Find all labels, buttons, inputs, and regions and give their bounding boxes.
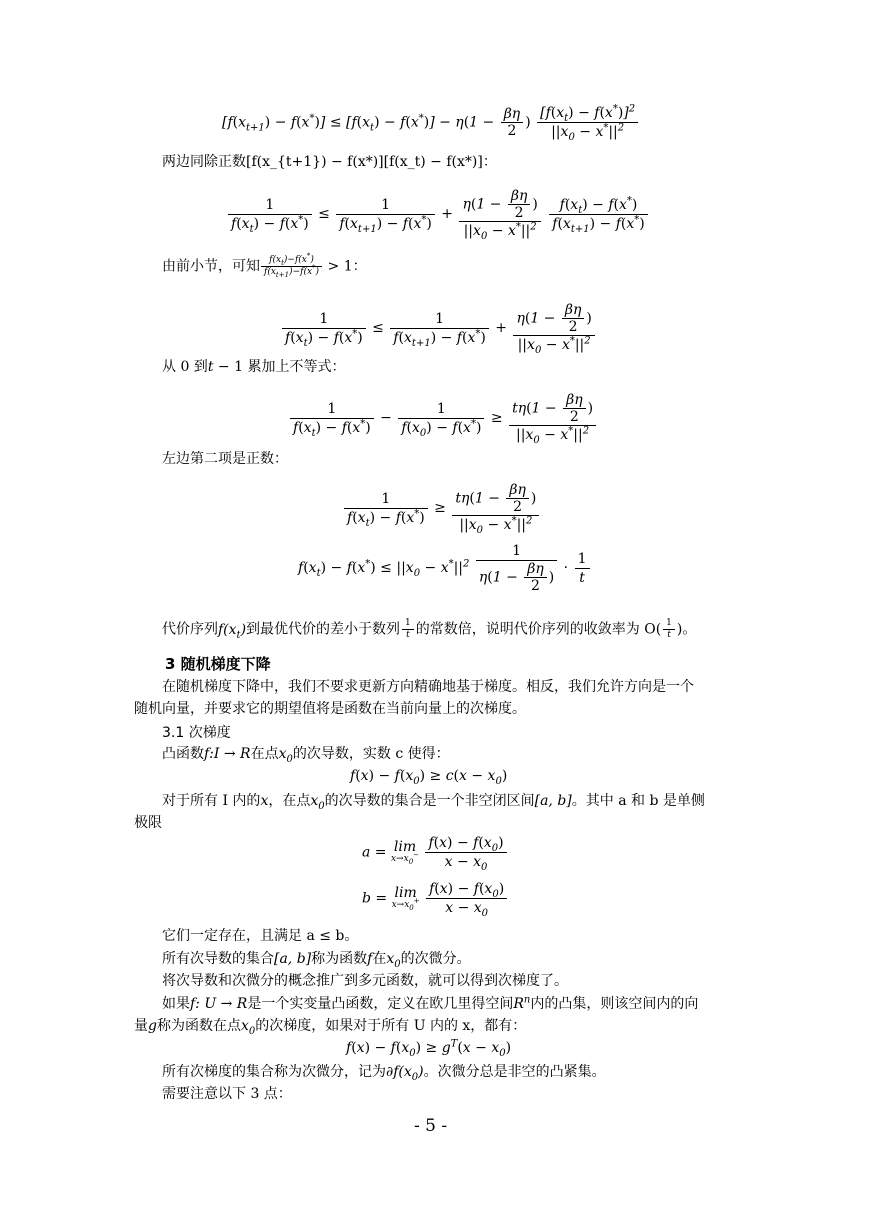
equation-4: $\frac{1}{f(x_t) - f(x^*)}$ − $\frac{1}{f(x_0) - f(x^*)}$ ≥ tη(1 − $\frac{\beta\eta}{2}$ ) $||x_0 - x^*||^2$ bbox=[288, 392, 598, 444]
text-left-positive: 左边第二项是正数： bbox=[162, 451, 288, 467]
paragraph-3-1-line-6: 将次导数和次微分的概念推广到多元函数，就可以得到次梯度了。 bbox=[162, 973, 568, 989]
equation-1: $[f(x_{t+1}) - f(x^*)] \le [f(x_t) - f(x^*)] - \eta(1$ − $\frac{\beta\eta}{2}$ ) $\frac{[f(x_t) - f(x^*)]^2}{||x_0 - x^*||^2}$ bbox=[222, 104, 640, 141]
equation-9: b = lim $x\to x_0^+$ $\frac{f(x) - f(x_0)}{x - x_0}$ bbox=[362, 880, 509, 917]
paragraph-3-line-2: 随机向量，并要求它的期望值将是函数在当前向量上的次梯度。 bbox=[134, 701, 526, 717]
section-heading-3-1: 3.1 次梯度 bbox=[162, 725, 231, 741]
paragraph-3-1-line-7: 如果f: U → R是一个实变量凸函数，定义在欧几里得空间$R^n$内的凸集，则该空间内的向 bbox=[162, 994, 699, 1012]
equation-5: $\frac{1}{f(x_t) - f(x^*)}$ ≥ tη(1 − $\frac{\beta\eta}{2}$ ) $||x_0 - x^*||^2$ bbox=[342, 482, 541, 534]
paragraph-3-1-line-8: 量g称为函数在点$x_0$的次梯度，如果对于所有 U 内的 x，都有： bbox=[134, 1018, 527, 1037]
text-divide: 两边同除正数[f(x_{t+1}) − f(x*)][f(x_t) − f(x*)]： bbox=[162, 154, 497, 170]
paragraph-3-1-line-3: 极限 bbox=[134, 815, 162, 831]
text-conclusion: 代价序列$f(x_t)$到最优代价的差小于数列 $\frac{1}{t}$ 的常数倍，说明代价序列的收敛率为 O( $\frac{1}{t}$ )。 bbox=[162, 618, 697, 641]
equation-3: $\frac{1}{f(x_t) - f(x^*)}$ ≤ $\frac{1}{f(x_{t+1}) - f(x^*)}$ + η(1 − $\frac{\beta\eta}{2}$ ) $||x_0 - x^*||^2$ bbox=[280, 302, 597, 354]
text-previous-section: 由前小节，可知 $\frac{f(x_t)-f(x^*)}{f(x_{t+1})-f(x^*)}$ > 1： bbox=[162, 252, 367, 279]
equation-8: a = lim $x\to x_0^-$ $\frac{f(x) - f(x_0)}{x - x_0}$ bbox=[362, 834, 509, 871]
paragraph-3-line-1: 在随机梯度下降中，我们不要求更新方向精确地基于梯度。相反，我们允许方向是一个 bbox=[162, 679, 694, 695]
equation-10: $f(x) - f(x_0) \ge g^T(x - x_0)$ bbox=[346, 1038, 512, 1059]
paragraph-3-1-line-5: 所有次导数的集合[a, b]称为函数f在$x_0$的次微分。 bbox=[162, 951, 471, 970]
equation-7: $f(x) - f(x_0) \ge c(x - x_0)$ bbox=[350, 768, 508, 787]
paragraph-3-1-line-10: 需要注意以下 3 点： bbox=[162, 1086, 292, 1102]
paragraph-3-1-line-2: 对于所有 I 内的x，在点$x_0$的次导数的集合是一个非空闭区间[a, b]。其中 a 和 b 是单侧 bbox=[162, 793, 705, 812]
equation-2: $\frac{1}{f(x_t) - f(x^*)}$ ≤ $\frac{1}{f(x_{t+1}) - f(x^*)}$ + η(1 − $\frac{\beta\eta}{2}$ ) $||x_0 - x^*||^2$ $\frac{f(x_t) - f(x^*)}{f(x_{t+1}) - f(x^*)}$ bbox=[226, 188, 650, 240]
paragraph-3-1-line-4: 它们一定存在，且满足 a ≤ b。 bbox=[162, 928, 359, 944]
paragraph-3-1-line-1: 凸函数f:I → R在点$x_0$的次导数，实数 c 使得： bbox=[162, 746, 450, 765]
text-accumulate: 从 0 到t − 1 累加上不等式： bbox=[162, 359, 346, 375]
section-heading-3: 3 随机梯度下降 bbox=[165, 655, 271, 673]
page-number: - 5 - bbox=[414, 1116, 448, 1136]
equation-6: $f(x_t) - f(x^*) \le ||x_0 - x^*||^2$ 1 η(1 − $\frac{\beta\eta}{2}$ ) · $\frac{1}{t}$ bbox=[298, 542, 592, 594]
paragraph-3-1-line-9: 所有次梯度的集合称为次微分，记为$\partial f(x_0)$。次微分总是非空的凸紧集。 bbox=[162, 1064, 606, 1083]
